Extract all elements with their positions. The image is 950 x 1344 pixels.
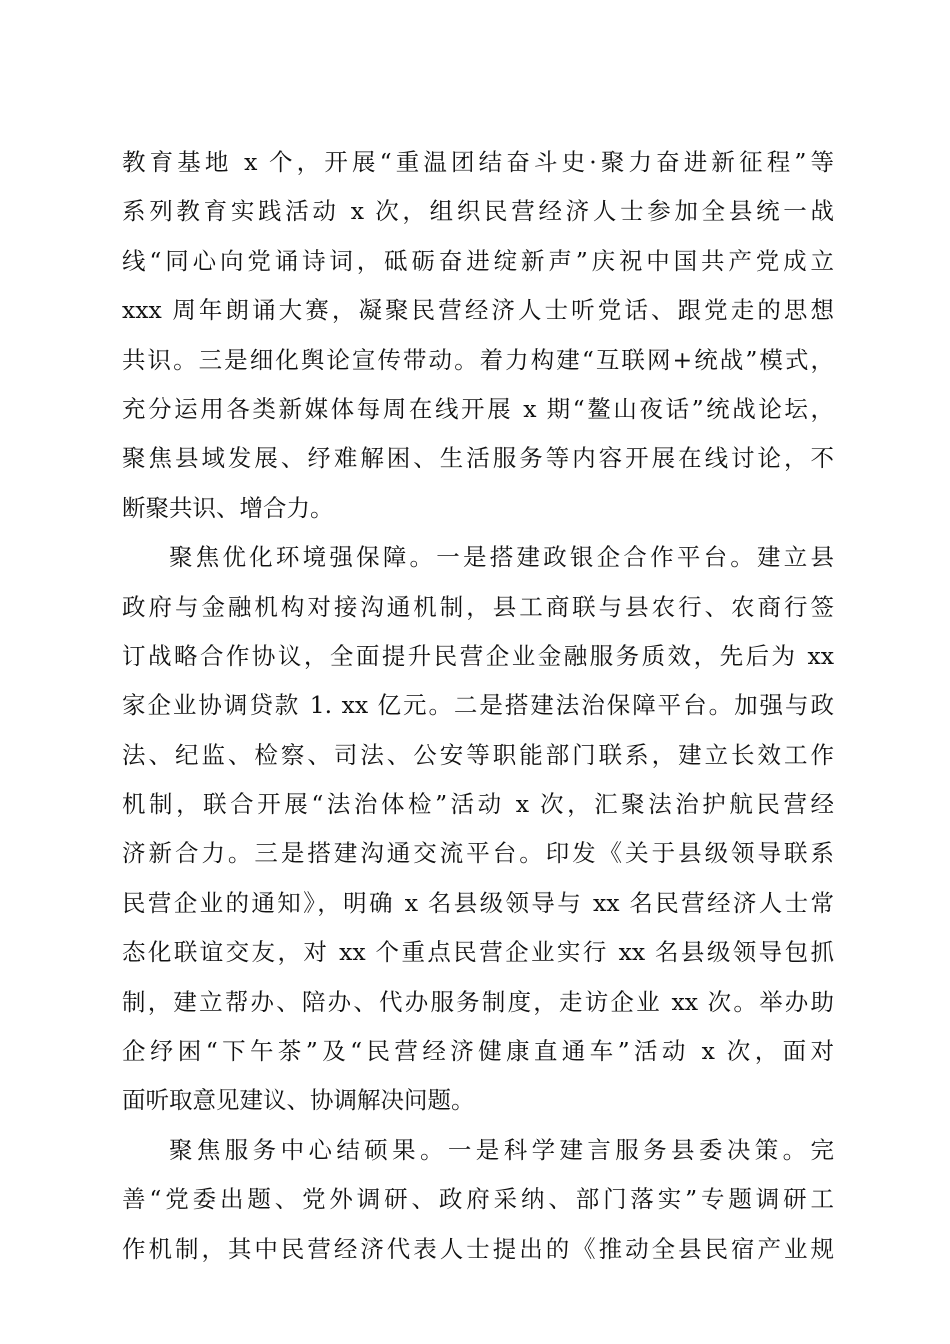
text-line: 政府与金融机构对接沟通机制，县工商联与县农行、农商行签 [122,592,834,621]
text-line: 法、纪监、检察、司法、公安等职能部门联系，建立长效工作 [122,740,834,769]
text-line: 企纾困“下午茶”及“民营经济健康直通车”活动 x 次，面对 [122,1037,834,1066]
text-line: 线“同心向党诵诗词，砥砺奋进绽新声”庆祝中国共产党成立 [122,246,834,275]
text-line: 聚焦县域发展、纾难解困、生活服务等内容开展在线讨论，不 [122,444,834,473]
document-body [122,138,834,1274]
text-line: 善“党委出题、党外调研、政府采纳、部门落实”专题调研工 [122,1185,834,1214]
text-line: 系列教育实践活动 x 次，组织民营经济人士参加全县统一战 [122,197,834,226]
paragraph-start-line: 聚焦优化环境强保障。一是搭建政银企合作平台。建立县 [169,543,834,572]
text-line-paragraph-end: 面听取意见建议、协调解决问题。 [122,1086,475,1115]
text-line: 订战略合作协议，全面提升民营企业金融服务质效，先后为 xx [122,641,834,670]
text-line: 充分运用各类新媒体每周在线开展 x 期“鳌山夜话”统战论坛， [122,394,834,423]
text-line-paragraph-end: 断聚共识、增合力。 [122,493,334,522]
text-line: 态化联谊交友，对 xx 个重点民营企业实行 xx 名县级领导包抓 [122,938,834,967]
text-line: 制，建立帮办、陪办、代办服务制度，走访企业 xx 次。举办助 [122,987,834,1016]
text-line: 作机制，其中民营经济代表人士提出的《推动全县民宿产业规 [122,1234,834,1263]
text-line: 共识。三是细化舆论宣传带动。着力构建“互联网+统战”模式， [122,345,834,374]
text-line: 机制，联合开展“法治体检”活动 x 次，汇聚法治护航民营经 [122,790,834,819]
text-line: 教育基地 x 个，开展“重温团结奋斗史·聚力奋进新征程”等 [122,148,834,176]
text-line: 家企业协调贷款 1. xx 亿元。二是搭建法治保障平台。加强与政 [122,691,834,720]
text-line: 民营企业的通知》，明确 x 名县级领导与 xx 名民营经济人士常 [122,888,834,917]
text-line: 济新合力。三是搭建沟通交流平台。印发《关于县级领导联系 [122,839,834,868]
paragraph-start-line: 聚焦服务中心结硕果。一是科学建言服务县委决策。完 [169,1135,834,1164]
text-line: xxx 周年朗诵大赛，凝聚民营经济人士听党话、跟党走的思想 [122,296,834,325]
